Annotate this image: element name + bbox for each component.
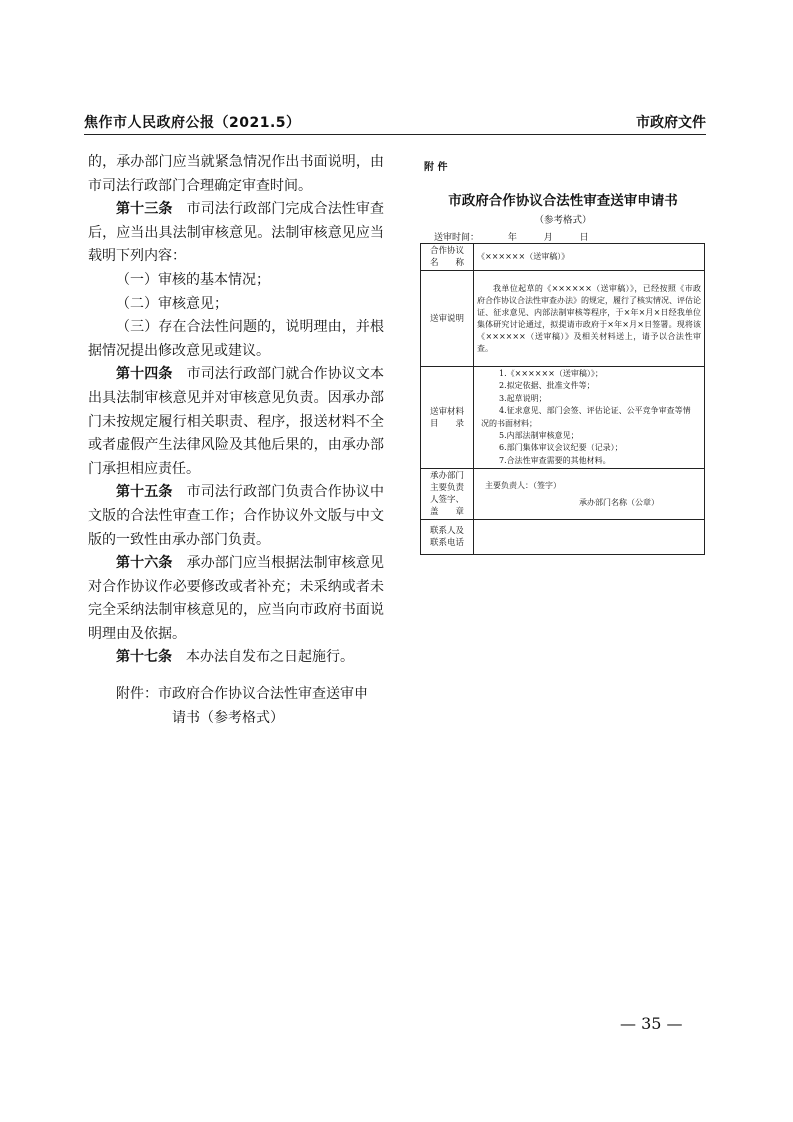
label-line: 盖 章: [429, 507, 464, 518]
label-line: 主要负责: [429, 483, 464, 494]
page-header: [84, 110, 706, 132]
material-item: 况的书面材料；: [481, 418, 537, 428]
form-row-agreement-name: [421, 244, 705, 271]
label-line: 合作协议: [429, 246, 464, 256]
article-13-label: 第十三条: [116, 201, 173, 218]
value-submission-note: 我单位起草的《××××××（送审稿）》，已经按照《市政府合作协议合法性审查办法》的规定，履行了核实情况、评估论证、征求意见、内部法制审核等程序，于×年×月×日经我单位集体研究讨论通过，拟提请市政府于×年×月×日签署。现将该《××××××（送审稿）》及相关材料送上，请予以合法性审查。: [474, 271, 705, 367]
date-year: 年: [507, 233, 517, 243]
left-column: [88, 151, 384, 730]
paragraph-continuation: 的，承办部门应当就紧急情况作出书面说明，由市司法行政部门合理确定审查时间。: [88, 154, 384, 194]
material-item: 3.起草说明；: [499, 393, 547, 403]
date-day: 日: [579, 233, 589, 243]
article-16-text: 承办部门应当根据法制审核意见对合作协议作必要修改或者补充；未采纳或者未完全采纳法制审核意见的，应当向市政府书面说明理由及依据。: [88, 555, 385, 642]
article-15: [88, 481, 384, 552]
attachment-note-line1: 附件：市政府合作协议合法性审查送审申: [116, 686, 368, 703]
application-form-table: [420, 243, 705, 555]
article-13-item-1: （一）审核的基本情况；: [116, 271, 270, 288]
submission-date-line: [434, 230, 708, 243]
date-label: 送审时间：: [434, 233, 480, 243]
article-17-label: 第十七条: [116, 649, 172, 666]
form-row-contact: [421, 520, 705, 555]
article-17: [88, 646, 384, 670]
page-number: — 35 —: [620, 1014, 683, 1033]
form-row-submission-note: [421, 271, 705, 367]
article-16: [88, 552, 384, 646]
attachment-note-line2: 请书（参考格式）: [172, 709, 284, 726]
form-title: 市政府合作协议合法性审查送审申请书: [448, 193, 678, 209]
material-item: 4.征求意见、部门会签、评估论证、公平竞争审查等情: [499, 406, 691, 416]
article-13-item-3: （三）存在合法性问题的，说明理由，并根据情况提出修改意见或建议。: [88, 319, 384, 359]
value-materials-list: [474, 367, 705, 469]
label-line: 联系人及: [429, 526, 464, 537]
value-signature[interactable]: [474, 469, 705, 520]
article-13-item-2: （二）审核意见；: [116, 295, 228, 312]
label-line: 联系电话: [429, 538, 464, 549]
form-row-materials: [421, 367, 705, 469]
article-15-text: 市司法行政部门负责合作协议中文版的合法性审查工作；合作协议外文版与中文版的一致性由承办部门负责。: [88, 484, 385, 548]
value-contact[interactable]: [474, 520, 705, 555]
article-15-label: 第十五条: [116, 484, 173, 501]
material-item: 7.合法性审查需要的其他材料。: [499, 455, 611, 465]
form-subtitle: （参考格式）: [534, 215, 592, 226]
header-rule: [84, 134, 706, 135]
article-17-text: 本办法自发布之日起施行。: [186, 649, 354, 666]
label-contact: [421, 520, 474, 555]
gazette-title: 焦作市人民政府公报（2021.5）: [84, 115, 301, 131]
label-line: 人签字、: [429, 495, 464, 506]
article-16-label: 第十六条: [116, 555, 173, 572]
label-agreement-name: [421, 244, 474, 271]
head-signature-field: 主要负责人：（签字）: [485, 480, 561, 490]
label-signature: [421, 469, 474, 520]
section-title: 市政府文件: [636, 115, 706, 131]
label-materials: [421, 367, 474, 469]
material-item: 2.拟定依据、批准文件等；: [499, 381, 595, 391]
label-submission-note: 送审说明: [421, 271, 474, 367]
attachment-label: 附 件: [424, 162, 448, 173]
label-line: 名 称: [429, 258, 464, 268]
department-seal-field: 承办部门名称（公章）: [579, 497, 659, 507]
label-line: 承办部门: [429, 471, 464, 482]
article-14-label: 第十四条: [116, 366, 173, 383]
value-agreement-name: 《××××××（送审稿）》: [474, 244, 705, 271]
article-14: [88, 363, 384, 481]
form-row-signature: [421, 469, 705, 520]
attachment-form-area: [418, 158, 708, 555]
material-item: 1.《××××××（送审稿）》；: [499, 369, 603, 378]
label-line: 目 录: [429, 418, 464, 429]
article-14-text: 市司法行政部门就合作协议文本出具法制审核意见并对审核意见负责。因承办部门未按规定履行相关职责、程序，报送材料不全或者虚假产生法律风险及其他后果的，由承办部门承担相应责任。: [88, 366, 385, 477]
article-13-text: 市司法行政部门完成合法性审查后，应当出具法制审核意见。法制审核意见应当载明下列内容：: [88, 201, 385, 265]
material-item: 6.部门集体审议会议纪要（记录）；: [499, 443, 623, 453]
date-month: 月: [543, 233, 553, 243]
material-item: 5.内部法制审核意见；: [499, 431, 579, 441]
label-line: 送审材料: [429, 406, 464, 417]
article-13: [88, 198, 384, 269]
